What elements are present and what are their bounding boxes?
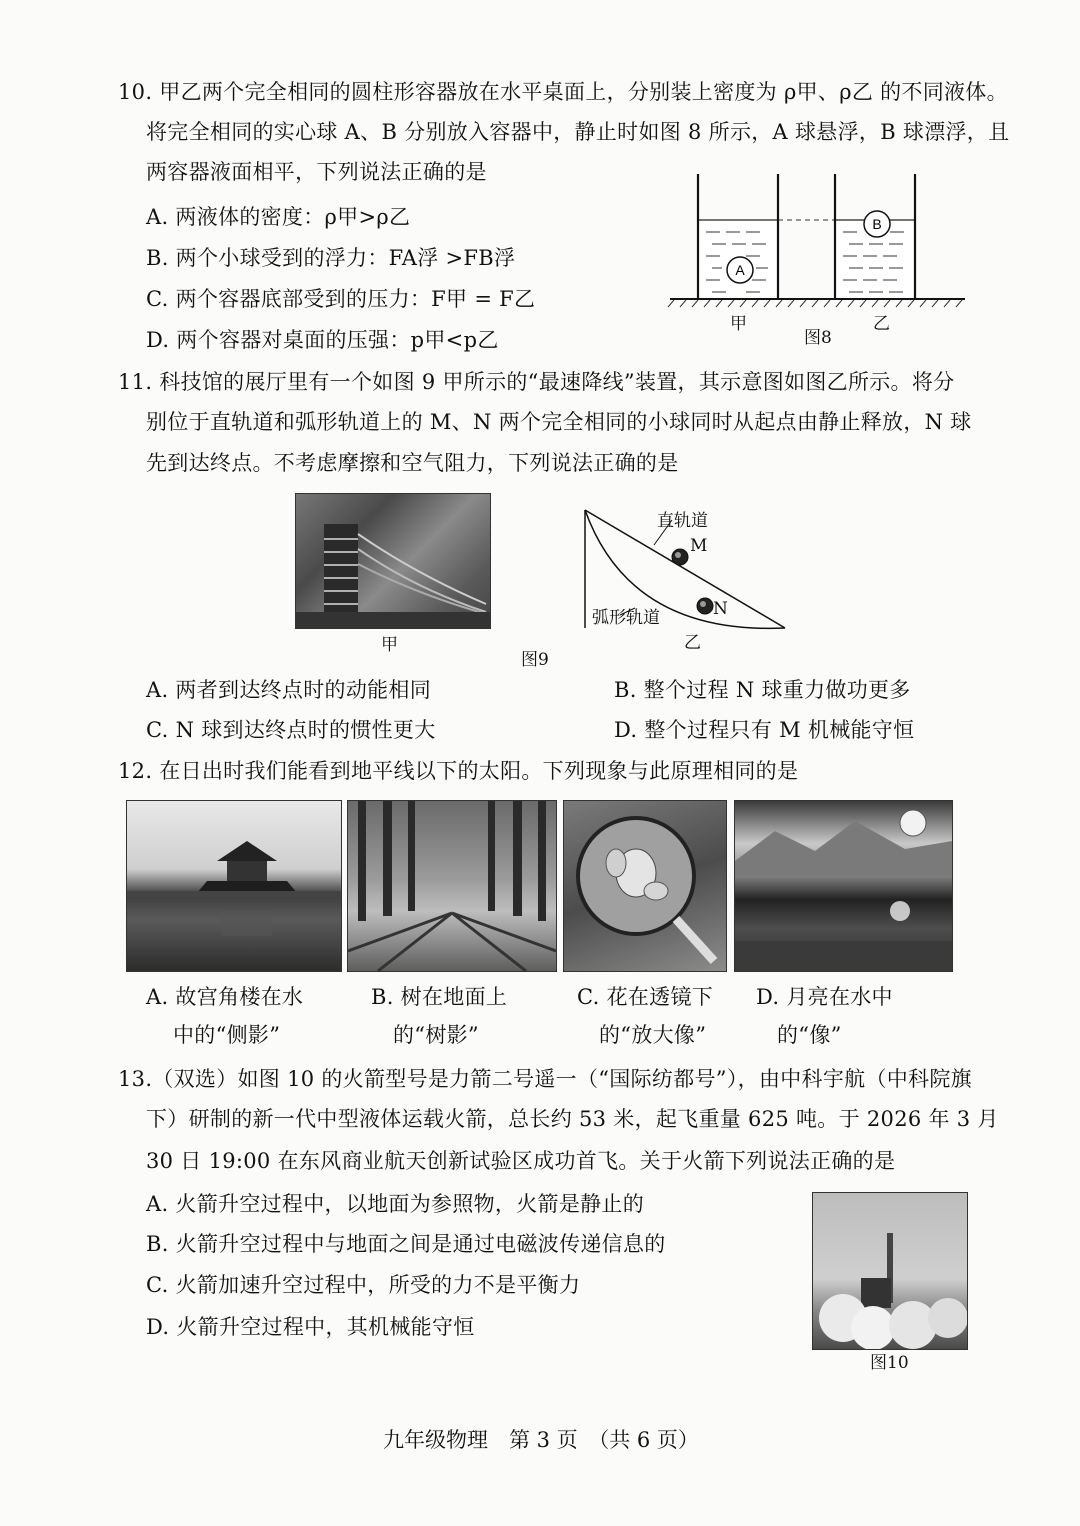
q11-option-b: B. 整个过程 N 球重力做功更多 — [614, 678, 911, 702]
q12-photo-a-corner-tower — [126, 800, 342, 972]
container-yi — [835, 174, 915, 298]
q10-option-a: A. 两液体的密度：ρ甲>ρ乙 — [146, 205, 411, 229]
curved-track-label: 弧形轨道 — [592, 608, 660, 628]
figure-10-caption: 图10 — [870, 1353, 909, 1373]
q11-option-a: A. 两者到达终点时的动能相同 — [146, 678, 432, 702]
q11-stem-line3: 先到达终点。不考虑摩擦和空气阻力，下列说法正确的是 — [146, 451, 679, 475]
q13-stem-line1: 13.（双选）如图 10 的火箭型号是力箭二号遥一（“国际纺都号”），由中科宇航（中科院旗 — [118, 1067, 972, 1091]
q10-option-b: B. 两个小球受到的浮力：FA浮 >FB浮 — [146, 246, 516, 270]
q11-option-d: D. 整个过程只有 M 机械能守恒 — [614, 718, 915, 742]
q11-option-c: C. N 球到达终点时的惯性更大 — [146, 718, 436, 742]
q12-caption-b-line2: 的“树影” — [393, 1023, 479, 1047]
q12-photo-b-tree-shadows — [347, 800, 557, 972]
ball-n-label: N — [713, 599, 728, 619]
ball-a-label: A — [735, 262, 745, 278]
q12-caption-d-line1: D. 月亮在水中 — [756, 985, 893, 1009]
figure-9-caption: 图9 — [521, 650, 549, 670]
q13-stem-line3: 30 日 19:00 在东风商业航天创新试验区成功首飞。关于火箭下列说法正确的是 — [146, 1149, 896, 1173]
q10-stem-line3: 两容器液面相平，下列说法正确的是 — [146, 160, 487, 184]
container-jia — [698, 174, 778, 298]
q12-photo-d-moon-reflection — [734, 800, 953, 972]
q13-option-c: C. 火箭加速升空过程中，所受的力不是平衡力 — [146, 1273, 581, 1297]
q12-caption-a-line1: A. 故宫角楼在水 — [146, 985, 304, 1009]
q12-caption-a-line2: 中的“侧影” — [173, 1023, 281, 1047]
q13-option-d: D. 火箭升空过程中，其机械能守恒 — [146, 1315, 475, 1339]
q13-option-b: B. 火箭升空过程中与地面之间是通过电磁波传递信息的 — [146, 1232, 666, 1256]
q13-stem-line2: 下）研制的新一代中型液体运载火箭，总长约 53 米，起飞重量 625 吨。于 2026 年 3 月 — [146, 1107, 999, 1131]
q12-caption-c-line2: 的“放大像” — [599, 1023, 707, 1047]
page-footer: 九年级物理 第 3 页 （共 6 页） — [383, 1428, 699, 1452]
figure-8-label-jia: 甲 — [730, 314, 747, 334]
q10-option-d: D. 两个容器对桌面的压强：p甲<p乙 — [146, 328, 499, 352]
q10-stem-line2: 将完全相同的实心球 A、B 分别放入容器中，静止时如图 8 所示，A 球悬浮，B 球漂浮，且 — [146, 120, 1010, 144]
figure-10-rocket-photo — [812, 1192, 968, 1350]
figure-8-caption: 图8 — [804, 328, 832, 348]
q12-photo-c-magnifier — [563, 800, 727, 972]
ball-b-label: B — [872, 216, 882, 232]
figure-9-label-yi: 乙 — [684, 633, 701, 653]
q10-stem-line1: 10. 甲乙两个完全相同的圆柱形容器放在水平桌面上，分别装上密度为 ρ甲、ρ乙 的不同液体。 — [118, 80, 1008, 104]
q13-option-a: A. 火箭升空过程中，以地面为参照物，火箭是静止的 — [146, 1192, 645, 1216]
q11-stem-line2: 别位于直轨道和弧形轨道上的 M、N 两个完全相同的小球同时从起点由静止释放，N 球 — [146, 410, 972, 434]
q12-caption-d-line2: 的“像” — [777, 1023, 842, 1047]
q11-stem-line1: 11. 科技馆的展厅里有一个如图 9 甲所示的“最速降线”装置，其示意图如图乙所示。将分 — [118, 370, 955, 394]
figure-9-photo — [295, 493, 491, 629]
figure-9-label-jia: 甲 — [381, 635, 398, 655]
q12-stem: 12. 在日出时我们能看到地平线以下的太阳。下列现象与此原理相同的是 — [118, 759, 799, 783]
q12-caption-c-line1: C. 花在透镜下 — [577, 985, 714, 1009]
q12-caption-b-line1: B. 树在地面上 — [371, 985, 508, 1009]
figure-8-label-yi: 乙 — [873, 314, 890, 334]
ball-m-label: M — [690, 536, 708, 556]
q10-option-c: C. 两个容器底部受到的压力：F甲 = F乙 — [146, 287, 536, 311]
straight-track-label: 直轨道 — [657, 511, 708, 531]
